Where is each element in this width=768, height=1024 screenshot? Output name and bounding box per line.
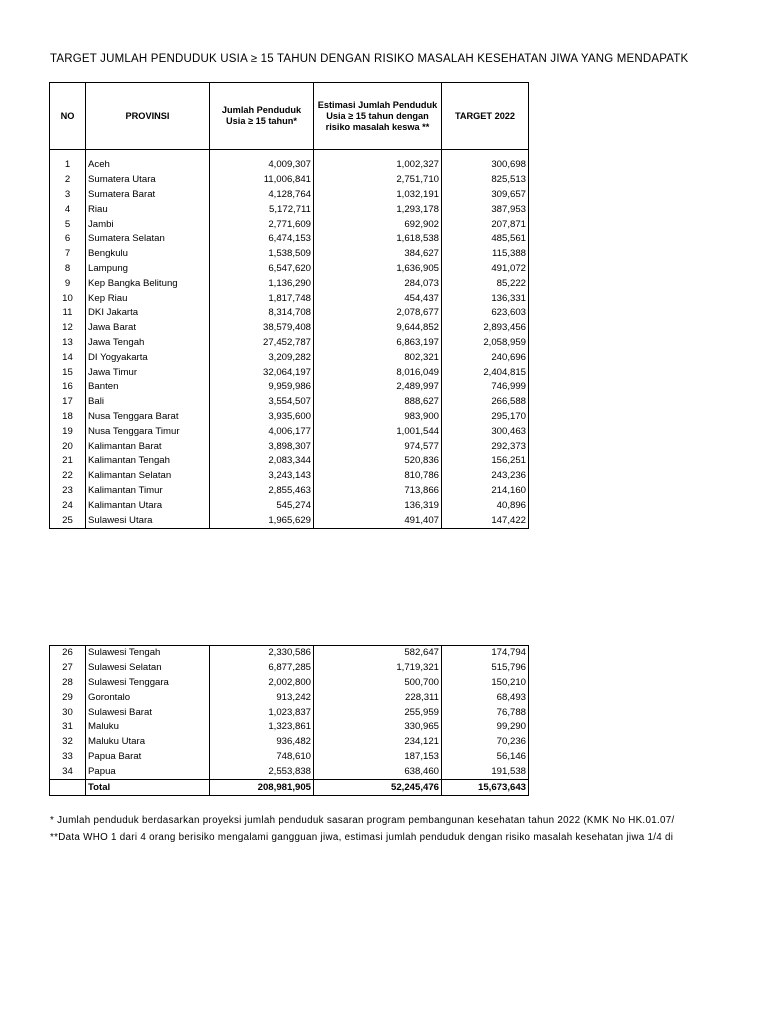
cell-jumlah: 8,314,708	[210, 306, 314, 321]
table-row	[50, 247, 529, 262]
table-header-row	[50, 83, 529, 150]
cell-no: 34	[50, 764, 86, 779]
table-row	[50, 262, 529, 277]
cell-no: 15	[50, 365, 86, 380]
cell-total-label: Total	[86, 780, 210, 796]
cell-no: 29	[50, 690, 86, 705]
cell-jumlah: 27,452,787	[210, 336, 314, 351]
table-row	[50, 336, 529, 351]
cell-provinsi: Papua Barat	[86, 750, 210, 765]
cell-provinsi: Papua	[86, 764, 210, 779]
cell-no: 27	[50, 661, 86, 676]
cell-no: 4	[50, 202, 86, 217]
cell-no: 26	[50, 646, 86, 661]
cell-no: 28	[50, 676, 86, 691]
table-row	[50, 188, 529, 203]
cell-target: 309,657	[442, 188, 529, 203]
cell-target: 68,493	[442, 690, 529, 705]
cell-jumlah: 2,855,463	[210, 484, 314, 499]
cell-no: 10	[50, 291, 86, 306]
cell-provinsi: Kalimantan Timur	[86, 484, 210, 499]
cell-target: 136,331	[442, 291, 529, 306]
cell-estimasi: 9,644,852	[314, 321, 442, 336]
cell-provinsi: Lampung	[86, 262, 210, 277]
cell-provinsi: Jawa Tengah	[86, 336, 210, 351]
table-row	[50, 676, 529, 691]
cell-provinsi: DKI Jakarta	[86, 306, 210, 321]
cell-jumlah: 3,935,600	[210, 410, 314, 425]
cell-provinsi: Kalimantan Tengah	[86, 454, 210, 469]
cell-target: 623,603	[442, 306, 529, 321]
cell-no: 30	[50, 705, 86, 720]
cell-provinsi: Bali	[86, 395, 210, 410]
cell-target: 150,210	[442, 676, 529, 691]
cell-jumlah: 6,877,285	[210, 661, 314, 676]
cell-estimasi: 2,751,710	[314, 173, 442, 188]
cell-estimasi: 888,627	[314, 395, 442, 410]
cell-estimasi: 810,786	[314, 469, 442, 484]
header-provinsi: PROVINSI	[86, 83, 210, 150]
cell-jumlah: 1,538,509	[210, 247, 314, 262]
cell-provinsi: Sulawesi Selatan	[86, 661, 210, 676]
table-row	[50, 690, 529, 705]
cell-jumlah: 913,242	[210, 690, 314, 705]
cell-estimasi: 1,719,321	[314, 661, 442, 676]
cell-target: 56,146	[442, 750, 529, 765]
cell-estimasi: 638,460	[314, 764, 442, 779]
cell-estimasi: 228,311	[314, 690, 442, 705]
cell-provinsi: Kep Bangka Belitung	[86, 276, 210, 291]
cell-provinsi: Jambi	[86, 217, 210, 232]
table-row	[50, 202, 529, 217]
cell-provinsi: Sulawesi Tengah	[86, 646, 210, 661]
cell-total-target: 15,673,643	[442, 780, 529, 796]
cell-jumlah: 1,817,748	[210, 291, 314, 306]
cell-estimasi: 1,002,327	[314, 158, 442, 173]
cell-provinsi: Nusa Tenggara Barat	[86, 410, 210, 425]
cell-target: 70,236	[442, 735, 529, 750]
table-row	[50, 705, 529, 720]
table-row	[50, 217, 529, 232]
cell-no: 23	[50, 484, 86, 499]
cell-target: 174,794	[442, 646, 529, 661]
cell-target: 746,999	[442, 380, 529, 395]
cell-total-jumlah: 208,981,905	[210, 780, 314, 796]
table-row	[50, 158, 529, 173]
cell-estimasi: 1,032,191	[314, 188, 442, 203]
table-row	[50, 513, 529, 528]
cell-jumlah: 4,009,307	[210, 158, 314, 173]
cell-estimasi: 8,016,049	[314, 365, 442, 380]
cell-estimasi: 330,965	[314, 720, 442, 735]
cell-provinsi: Jawa Barat	[86, 321, 210, 336]
cell-jumlah: 2,083,344	[210, 454, 314, 469]
cell-target: 2,404,815	[442, 365, 529, 380]
cell-estimasi: 713,866	[314, 484, 442, 499]
footnotes	[50, 812, 768, 846]
cell-jumlah: 9,959,986	[210, 380, 314, 395]
table-row	[50, 439, 529, 454]
cell-provinsi: Jawa Timur	[86, 365, 210, 380]
cell-jumlah: 3,243,143	[210, 469, 314, 484]
cell-target: 491,072	[442, 262, 529, 277]
cell-jumlah: 5,172,711	[210, 202, 314, 217]
total-row	[50, 780, 529, 796]
cell-provinsi: Kep Riau	[86, 291, 210, 306]
cell-target: 515,796	[442, 661, 529, 676]
cell-estimasi: 491,407	[314, 513, 442, 528]
cell-jumlah: 2,002,800	[210, 676, 314, 691]
cell-no: 32	[50, 735, 86, 750]
cell-no: 14	[50, 350, 86, 365]
cell-no: 1	[50, 158, 86, 173]
cell-jumlah: 38,579,408	[210, 321, 314, 336]
province-target-table	[49, 82, 529, 529]
cell-no: 9	[50, 276, 86, 291]
cell-provinsi: Kalimantan Barat	[86, 439, 210, 454]
table-row	[50, 498, 529, 513]
cell-target: 156,251	[442, 454, 529, 469]
cell-provinsi: Bengkulu	[86, 247, 210, 262]
cell-provinsi: Riau	[86, 202, 210, 217]
table-row	[50, 365, 529, 380]
cell-jumlah: 3,209,282	[210, 350, 314, 365]
cell-target: 387,953	[442, 202, 529, 217]
cell-estimasi: 6,863,197	[314, 336, 442, 351]
cell-estimasi: 582,647	[314, 646, 442, 661]
table-row	[50, 424, 529, 439]
cell-provinsi: Sumatera Barat	[86, 188, 210, 203]
cell-jumlah: 11,006,841	[210, 173, 314, 188]
cell-no: 20	[50, 439, 86, 454]
table-row	[50, 395, 529, 410]
cell-jumlah: 2,553,838	[210, 764, 314, 779]
cell-target: 240,696	[442, 350, 529, 365]
cell-no: 21	[50, 454, 86, 469]
cell-target: 825,513	[442, 173, 529, 188]
cell-provinsi: Kalimantan Selatan	[86, 469, 210, 484]
header-target-2022: TARGET 2022	[442, 83, 529, 150]
table-row	[50, 646, 529, 661]
cell-estimasi: 136,319	[314, 498, 442, 513]
cell-jumlah: 4,128,764	[210, 188, 314, 203]
cell-provinsi: Sulawesi Tenggara	[86, 676, 210, 691]
cell-target: 214,160	[442, 484, 529, 499]
cell-target: 207,871	[442, 217, 529, 232]
cell-estimasi: 384,627	[314, 247, 442, 262]
cell-no: 8	[50, 262, 86, 277]
cell-provinsi: Sulawesi Utara	[86, 513, 210, 528]
page-title: TARGET JUMLAH PENDUDUK USIA ≥ 15 TAHUN DENGAN RISIKO MASALAH KESEHATAN JIWA YANG MENDAPATK	[50, 53, 689, 65]
cell-provinsi: Banten	[86, 380, 210, 395]
cell-provinsi: Sumatera Utara	[86, 173, 210, 188]
table-row	[50, 735, 529, 750]
cell-no: 12	[50, 321, 86, 336]
cell-estimasi: 1,636,905	[314, 262, 442, 277]
cell-no: 3	[50, 188, 86, 203]
cell-provinsi: Aceh	[86, 158, 210, 173]
cell-estimasi: 1,293,178	[314, 202, 442, 217]
cell-jumlah: 1,323,861	[210, 720, 314, 735]
cell-estimasi: 983,900	[314, 410, 442, 425]
table-row	[50, 454, 529, 469]
cell-no	[50, 780, 86, 796]
cell-no: 2	[50, 173, 86, 188]
header-estimasi: Estimasi Jumlah Penduduk Usia ≥ 15 tahun dengan risiko masalah keswa **	[314, 83, 442, 150]
footnote-1: * Jumlah penduduk berdasarkan proyeksi jumlah penduduk sasaran program pembangunan kesehatan tahun 2022 (KMK No HK.01.07/	[50, 815, 675, 826]
cell-target: 147,422	[442, 513, 529, 528]
cell-jumlah: 6,547,620	[210, 262, 314, 277]
cell-estimasi: 802,321	[314, 350, 442, 365]
cell-no: 33	[50, 750, 86, 765]
cell-provinsi: Nusa Tenggara Timur	[86, 424, 210, 439]
table-row	[50, 350, 529, 365]
cell-target: 40,896	[442, 498, 529, 513]
cell-provinsi: Maluku	[86, 720, 210, 735]
table-row	[50, 380, 529, 395]
cell-jumlah: 3,898,307	[210, 439, 314, 454]
province-target-table-continued	[49, 645, 529, 796]
cell-jumlah: 2,330,586	[210, 646, 314, 661]
cell-no: 5	[50, 217, 86, 232]
table-row	[50, 291, 529, 306]
cell-target: 243,236	[442, 469, 529, 484]
cell-estimasi: 2,078,677	[314, 306, 442, 321]
cell-no: 24	[50, 498, 86, 513]
cell-jumlah: 6,474,153	[210, 232, 314, 247]
table-row	[50, 661, 529, 676]
cell-estimasi: 2,489,997	[314, 380, 442, 395]
table-row	[50, 410, 529, 425]
cell-no: 11	[50, 306, 86, 321]
table-row	[50, 750, 529, 765]
table-row	[50, 321, 529, 336]
cell-target: 266,588	[442, 395, 529, 410]
table-row	[50, 764, 529, 779]
cell-target: 292,373	[442, 439, 529, 454]
cell-jumlah: 545,274	[210, 498, 314, 513]
cell-target: 485,561	[442, 232, 529, 247]
table-row	[50, 484, 529, 499]
cell-target: 300,463	[442, 424, 529, 439]
cell-estimasi: 234,121	[314, 735, 442, 750]
cell-target: 115,388	[442, 247, 529, 262]
cell-jumlah: 936,482	[210, 735, 314, 750]
cell-no: 31	[50, 720, 86, 735]
cell-provinsi: Sumatera Selatan	[86, 232, 210, 247]
footnote-2: **Data WHO 1 dari 4 orang berisiko mengalami gangguan jiwa, estimasi jumlah penduduk dengan risiko masalah kesehatan jiwa 1/4 di	[50, 832, 674, 843]
cell-no: 18	[50, 410, 86, 425]
cell-target: 99,290	[442, 720, 529, 735]
cell-no: 22	[50, 469, 86, 484]
cell-total-estimasi: 52,245,476	[314, 780, 442, 796]
table-row	[50, 276, 529, 291]
cell-no: 16	[50, 380, 86, 395]
table-row	[50, 232, 529, 247]
cell-provinsi: Sulawesi Barat	[86, 705, 210, 720]
cell-estimasi: 255,959	[314, 705, 442, 720]
cell-estimasi: 520,836	[314, 454, 442, 469]
table-row	[50, 469, 529, 484]
cell-estimasi: 974,577	[314, 439, 442, 454]
cell-no: 19	[50, 424, 86, 439]
cell-estimasi: 454,437	[314, 291, 442, 306]
cell-target: 300,698	[442, 158, 529, 173]
cell-estimasi: 692,902	[314, 217, 442, 232]
cell-target: 191,538	[442, 764, 529, 779]
cell-target: 76,788	[442, 705, 529, 720]
cell-jumlah: 32,064,197	[210, 365, 314, 380]
table-spacer-row	[50, 150, 529, 159]
header-jumlah-penduduk: Jumlah Penduduk Usia ≥ 15 tahun*	[210, 83, 314, 150]
table-row	[50, 173, 529, 188]
cell-estimasi: 284,073	[314, 276, 442, 291]
cell-target: 85,222	[442, 276, 529, 291]
header-no: NO	[50, 83, 86, 150]
cell-jumlah: 1,965,629	[210, 513, 314, 528]
cell-estimasi: 187,153	[314, 750, 442, 765]
cell-no: 25	[50, 513, 86, 528]
cell-jumlah: 3,554,507	[210, 395, 314, 410]
cell-jumlah: 748,610	[210, 750, 314, 765]
cell-jumlah: 4,006,177	[210, 424, 314, 439]
cell-no: 7	[50, 247, 86, 262]
cell-provinsi: DI Yogyakarta	[86, 350, 210, 365]
cell-jumlah: 1,136,290	[210, 276, 314, 291]
table-row	[50, 720, 529, 735]
cell-provinsi: Maluku Utara	[86, 735, 210, 750]
cell-estimasi: 1,001,544	[314, 424, 442, 439]
cell-provinsi: Kalimantan Utara	[86, 498, 210, 513]
cell-no: 6	[50, 232, 86, 247]
cell-provinsi: Gorontalo	[86, 690, 210, 705]
cell-estimasi: 1,618,538	[314, 232, 442, 247]
cell-estimasi: 500,700	[314, 676, 442, 691]
cell-jumlah: 1,023,837	[210, 705, 314, 720]
cell-jumlah: 2,771,609	[210, 217, 314, 232]
cell-target: 2,058,959	[442, 336, 529, 351]
table-row	[50, 306, 529, 321]
cell-no: 13	[50, 336, 86, 351]
cell-no: 17	[50, 395, 86, 410]
cell-target: 295,170	[442, 410, 529, 425]
cell-target: 2,893,456	[442, 321, 529, 336]
